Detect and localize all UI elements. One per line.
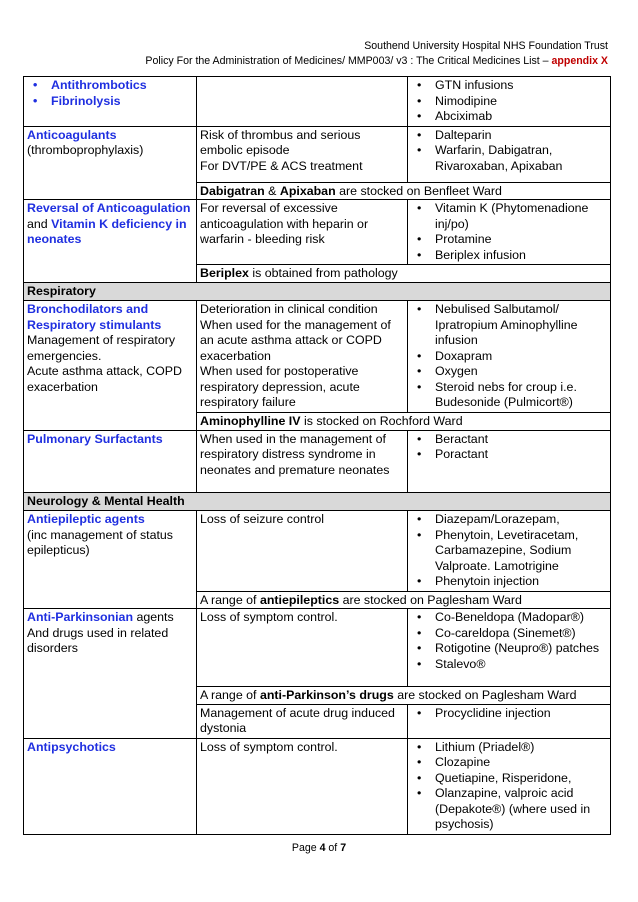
policy-text: Policy For the Administration of Medicines/ MMP003/ v3 : The Critical Medicines List – (145, 55, 552, 67)
stock-note (197, 591, 611, 609)
table-row (24, 77, 611, 127)
list-item: • Protamine (435, 232, 607, 248)
list-item: • Procyclidine injection (435, 706, 607, 722)
table-row (24, 511, 611, 592)
category-subtitle: (inc management of status epilepticus) (27, 527, 174, 557)
reason-cell: Loss of symptom control. (197, 738, 408, 834)
medicines-cell (408, 430, 611, 492)
category-cell (24, 77, 197, 127)
list-item: • Clozapine (435, 755, 607, 771)
table-row (24, 609, 611, 687)
table-row (24, 430, 611, 492)
category-cell (24, 609, 197, 739)
note-bold: Dabigatran (200, 183, 265, 198)
reason-cell (197, 301, 408, 413)
list-item: • Nimodipine (435, 94, 607, 110)
list-item: • Quetiapine, Risperidone, (435, 771, 607, 787)
category-title: Pulmonary Surfactants (27, 431, 163, 446)
footer-of: of (325, 842, 341, 854)
table-row (24, 200, 611, 265)
reason-cell: Loss of seizure control (197, 511, 408, 592)
note-text: are stocked on Benfleet Ward (335, 183, 502, 198)
note-bold: Aminophylline IV (200, 414, 301, 428)
note-bold: Apixaban (279, 183, 336, 198)
category-title-line (27, 610, 193, 626)
list-item: • Poractant (435, 447, 607, 463)
list-item: • Vitamin K (Phytomenadione inj/po) (435, 201, 607, 232)
stock-note (197, 182, 611, 200)
note-bold: antiepileptics (259, 592, 340, 607)
list-item: • GTN infusions (435, 78, 607, 94)
table-row (24, 126, 611, 182)
category-title: Anti-Parkinsonian (27, 610, 134, 624)
reason-cell: For reversal of excessive anticoagulation with heparin or warfarin - bleeding risk (197, 200, 408, 265)
note-text: are stocked on Paglesham Ward (339, 592, 522, 607)
category-title: Antiepileptic agents (27, 512, 145, 526)
section-row (24, 282, 611, 301)
note-text: A range of (200, 592, 260, 607)
category-title: Reversal of Anticoagulation (27, 201, 191, 215)
medicines-cell (408, 77, 611, 127)
category-cell (24, 126, 197, 200)
category-cell (24, 301, 197, 431)
header-trust-name: Southend University Hospital NHS Foundation Trust (364, 40, 608, 52)
list-item: • Antithrombotics (51, 78, 193, 94)
note-text: is stocked on Rochford Ward (300, 414, 463, 428)
footer-prefix: Page (291, 842, 320, 854)
category-subtitle: Management of respiratory emergencies. (27, 333, 176, 363)
note-text: are stocked on Paglesham Ward (393, 688, 577, 702)
category-title: Antipsychotics (27, 739, 116, 754)
list-item: • Phenytoin injection (435, 574, 607, 590)
note-text: is obtained from pathology (248, 266, 398, 280)
category-cell (24, 430, 197, 492)
critical-medicines-table (23, 76, 611, 835)
list-item: • Nebulised Salbutamol/ Ipratropium Aminophylline infusion (435, 302, 607, 349)
section-row (24, 492, 611, 511)
section-heading: Respiratory (24, 282, 611, 301)
category-cell (24, 511, 197, 609)
category-subtitle: (thromboprophylaxis) (27, 143, 144, 157)
list-item: • Abciximab (435, 109, 607, 125)
note-text: A range of (200, 688, 260, 702)
page-total: 7 (340, 842, 347, 854)
category-title-tail: agents (133, 610, 174, 624)
header-policy-title (145, 55, 608, 68)
medicines-cell (408, 200, 611, 265)
list-item: • Doxapram (435, 349, 607, 365)
list-item: • Phenytoin, Levetiracetam, Carbamazepine, Sodium Valproate. Lamotrigine (435, 528, 607, 575)
list-item: • Fibrinolysis (51, 94, 193, 110)
reason-cell (197, 77, 408, 127)
list-item: • Diazepam/Lorazepam, (435, 512, 607, 528)
list-item: • Co-Beneldopa (Madopar®) (435, 610, 607, 626)
category-title: Bronchodilators and Respiratory stimulants (27, 302, 162, 332)
note-bold: Beriplex (200, 266, 249, 280)
medicines-cell (408, 738, 611, 834)
reason-line: For DVT/PE & ACS treatment (200, 158, 363, 173)
reason-cell (197, 126, 408, 182)
reason-line: When used for postoperative respiratory depression, acute respiratory failure (200, 364, 360, 409)
list-item: • Beriplex infusion (435, 248, 607, 264)
appendix-label: appendix X (551, 55, 608, 67)
reason-line: Deterioration in clinical condition When used for the management of an acute asthma attack or COPD exacerbation (200, 302, 391, 363)
page-footer (0, 842, 638, 854)
list-item: • Lithium (Priadel®) (435, 740, 607, 756)
note-text: & (264, 183, 280, 198)
reason-line: Risk of thrombus and serious (200, 127, 361, 142)
list-item: • Warfarin, Dabigatran, Rivaroxaban, Apixaban (435, 143, 607, 174)
list-item: • Dalteparin (435, 128, 607, 144)
medicines-cell (408, 511, 611, 592)
note-bold: anti-Parkinson’s drugs (259, 688, 394, 702)
list-item: • Steroid nebs for croup i.e. Budesonide (Pulmicort®) (435, 380, 607, 411)
list-item: • Co-careldopa (Sinemet®) (435, 626, 607, 642)
medicines-cell (408, 301, 611, 413)
category-connector: and (27, 216, 52, 231)
category-cell (24, 200, 197, 283)
stock-note (197, 265, 611, 283)
list-item: • Oxygen (435, 364, 607, 380)
stock-note (197, 413, 611, 431)
page-number: 4 (319, 842, 326, 854)
category-subtitle: Acute asthma attack, COPD exacerbation (27, 364, 182, 394)
medicines-cell (408, 126, 611, 182)
table-row (24, 301, 611, 413)
list-item: • Olanzapine, valproic acid (Depakote®) (where used in psychosis) (435, 786, 607, 833)
list-item: • Stalevo® (435, 657, 607, 673)
section-heading: Neurology & Mental Health (24, 492, 611, 511)
list-item: • Beractant (435, 432, 607, 448)
stock-note (197, 687, 611, 705)
table-row (24, 738, 611, 834)
category-subtitle: And drugs used in related disorders (27, 625, 169, 655)
medicines-cell (408, 609, 611, 687)
reason-cell: Management of acute drug induced dystonia (197, 704, 408, 738)
category-cell (24, 738, 197, 834)
list-item: • Rotigotine (Neupro®) patches (435, 641, 607, 657)
category-title: Vitamin K deficiency in neonates (27, 216, 187, 246)
reason-cell: When used in the management of respiratory distress syndrome in neonates and premature neonates (197, 430, 408, 492)
reason-cell: Loss of symptom control. (197, 609, 408, 687)
medicines-cell (408, 704, 611, 738)
reason-line: embolic episode (200, 143, 290, 157)
category-title: Anticoagulants (27, 127, 117, 142)
